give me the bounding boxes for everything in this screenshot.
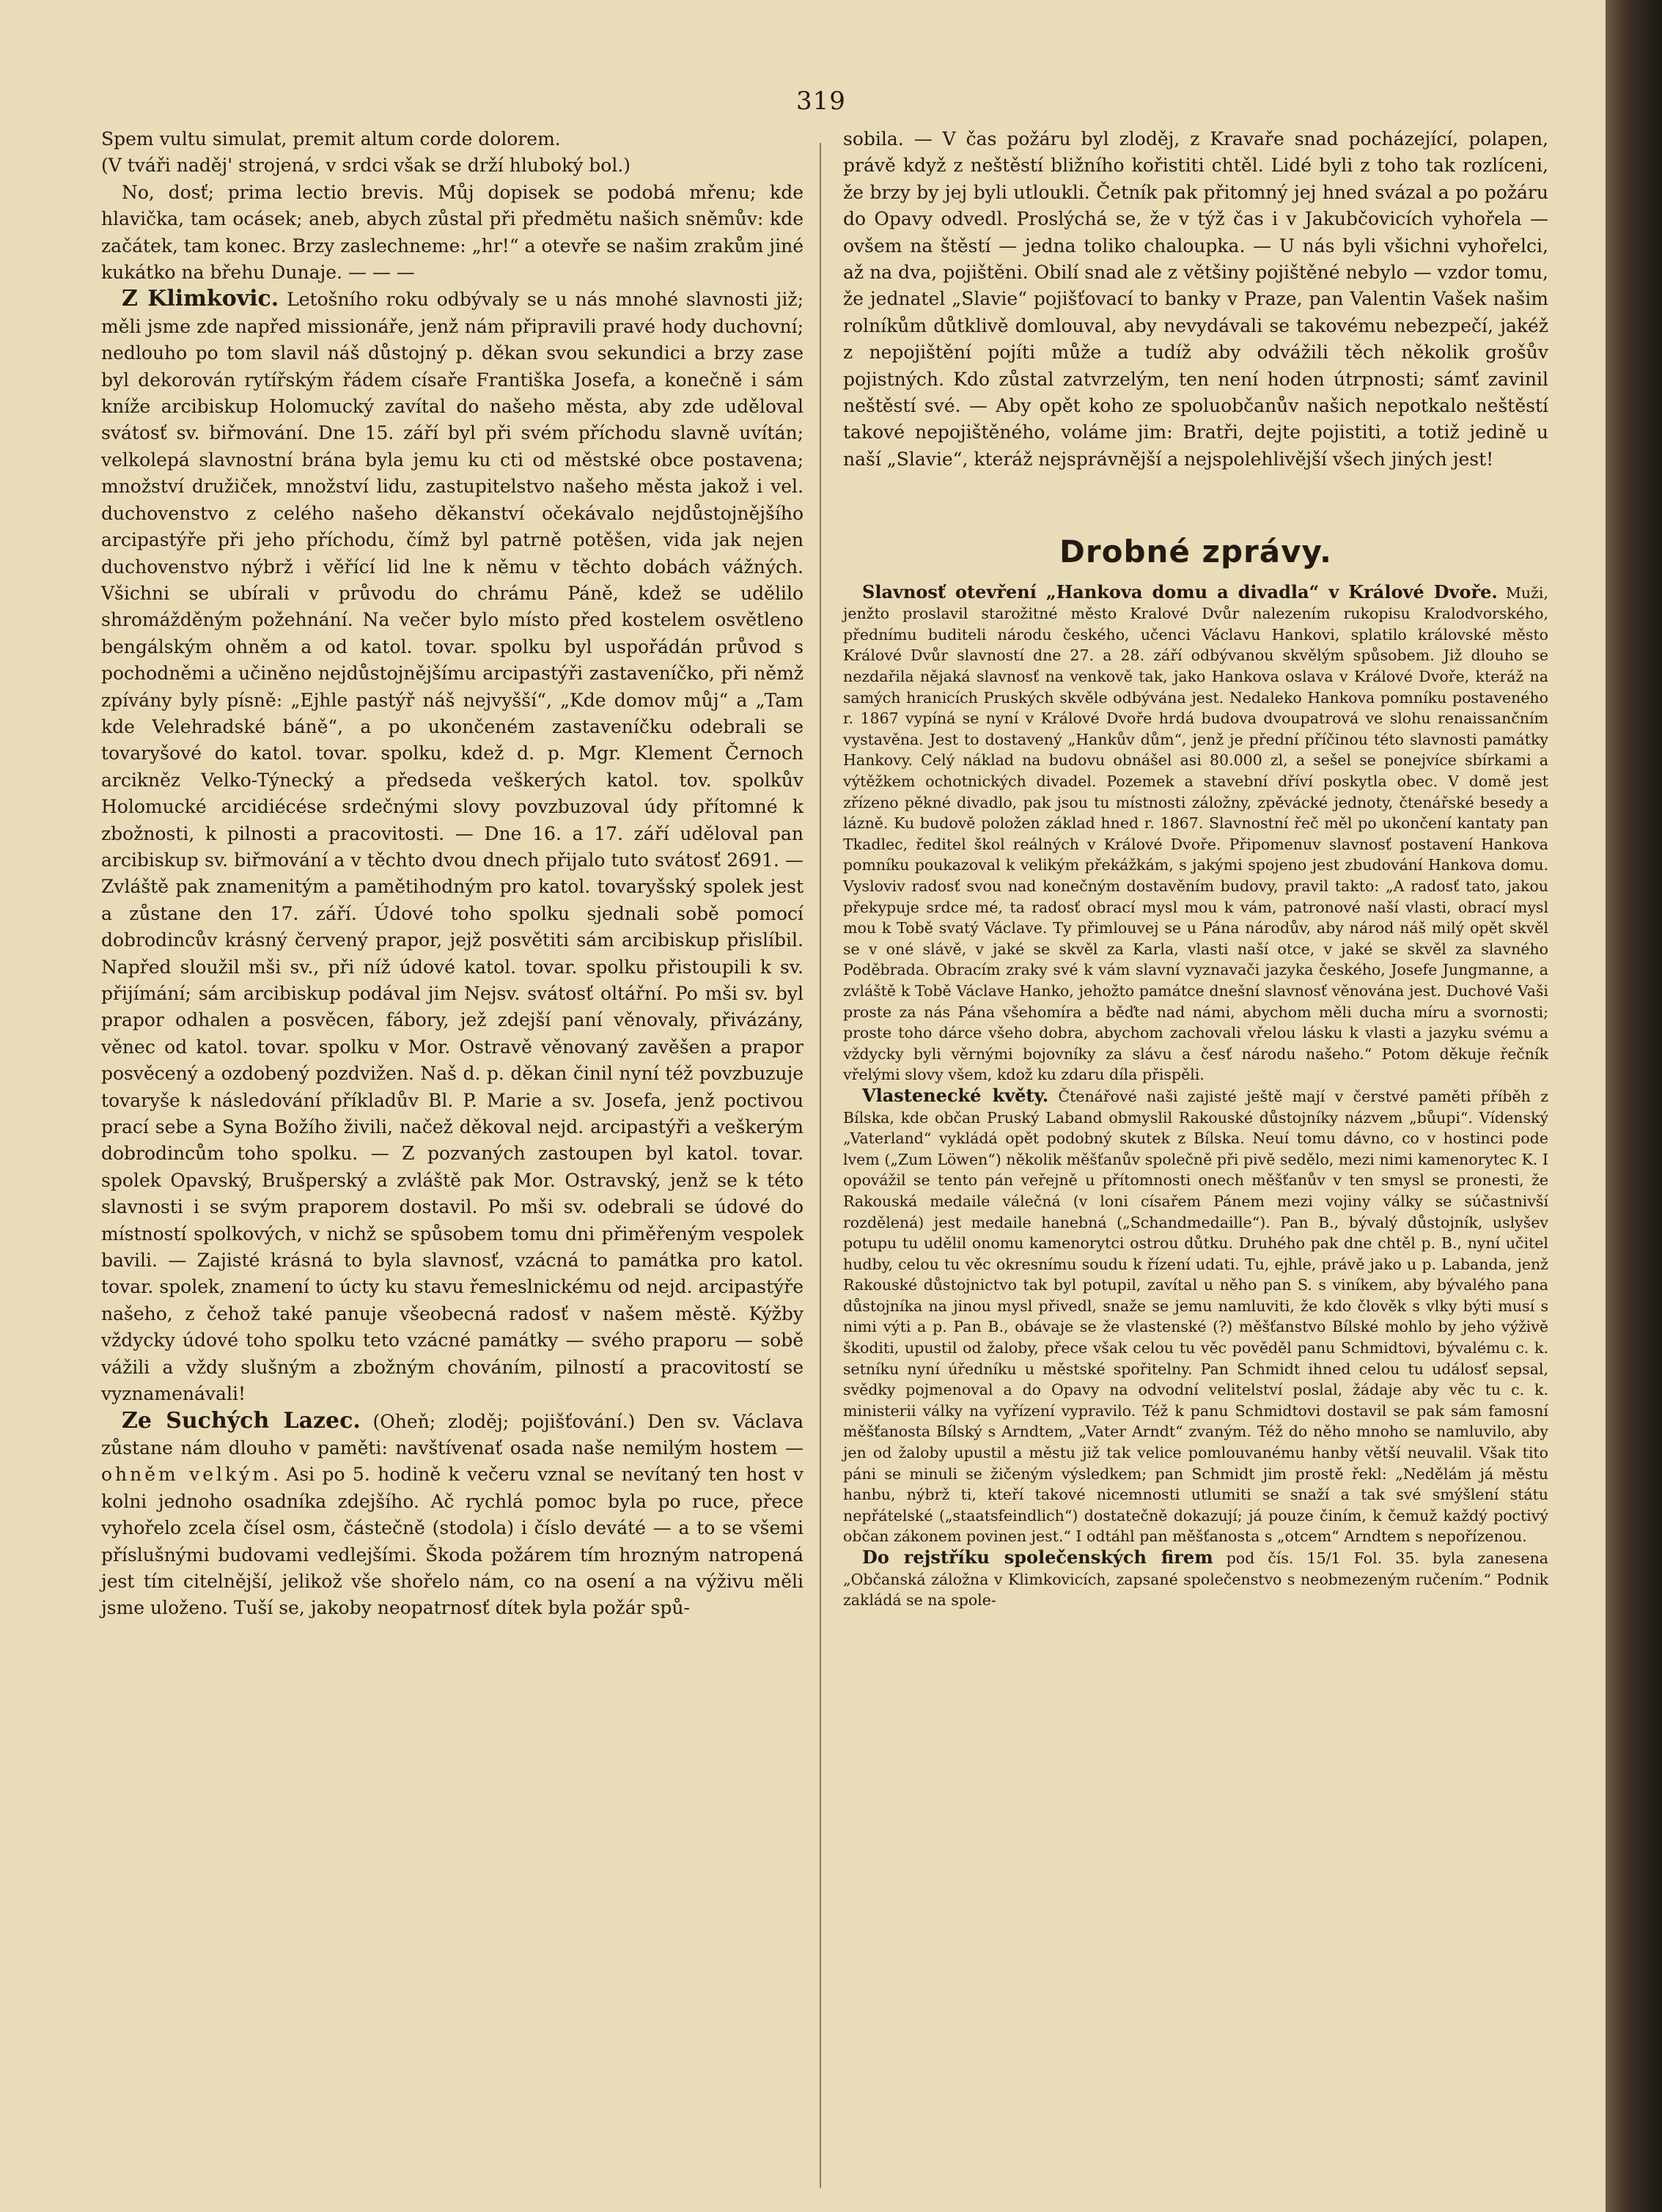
latin-quote: Spem vultu simulat, premit altum corde dolorem. [101, 128, 561, 150]
news-item-company-register [843, 1547, 1548, 1611]
news-body-company-register: pod čís. 15/1 Fol. 35. byla zanesena „Občanská záložna v Klimkovicích, zapsané společenstvo s neobmezeným ručením.“ Podnik zakládá se na spole- [843, 1549, 1548, 1610]
suche-lazce-body-1: (Oheň; zloděj; pojišťování.) Den sv. Václava zůstane nám dlouho v paměti: navštívenať osada naše nemilým hostem — [101, 1410, 804, 1459]
news-body-hanka-house: Muži, jenžto proslavil starožitné město Kralové Dvůr nalezením rukopisu Kralodvorského, přednímu buditeli národu českého, učenci Václavu Hankovi, splatilo královské město Králové Dvůr slavností dne 27. a 28. září odbývanou skvělým spůsobem. Již dlouho se nezdařila nějaká slavnosť na venkově tak, jako Hankova oslava v Králové Dvoře, kteráž na samých hranicích Pruských skvěle odbývána jest. Nedaleko Hankova pomníku postaveného r. 1867 vypíná se nyní v Králové Dvoře hrdá budova dvoupatrová ve slohu renaissančním vystavěna. Jest to dostavený „Hankův dům“, jenž je přední příčinou této slavnosti památky Hankovy. Celý náklad na budovu obnášel asi 80.000 zl, a sešel se ponejvíce sbírkami a výtěžkem ochotnických divadel. Pozemek a stavební dříví poskytla obec. V domě jest zřízeno pěkné divadlo, pak jsou tu místnosti záložny, zpěvácké jednoty, čtenářské besedy a lázně. Ku budově položen základ hned r. 1867. Slavnostní řeč měl po ukončení kantaty pan Tkadlec, ředitel škol reálných v Králové Dvoře. Připomenuv slavnosť postavení Hankova pomníku poukazoval k velikým překážkám, s jakými spojeno jest zbudování Hankova domu. Vysloviv radosť svou nad konečným dostavěním budovy, pravil takto: „A radosť tato, jakou překypuje srdce mé, ta radosť obrací mysl mou k vám, patronové naší vlasti, obrací mysl mou k Tobě svatý Václave. Ty přimlouvej se u Pána národův, aby národ náš milý opět skvěl se v oné slávě, v jaké se skvěl za Karla, vlasti naší otce, v jaké se skvěl za slavného Poděbrada. Obracím zraky své k vám slavní vyznavači jazyka českého, Josefe Jungmanne, a zvláště k Tobě Václave Hanko, jehožto památce dnešní slavnosť věnována jest. Duchové Vaši proste za nás Pána všehomíra a běďte nad námi, abychom měli ducha míru a svornosti; proste toho dárce všeho dobra, abychom zachovali vřelou lásku k vlasti a jazyku svému a vždycky byli věrnými bojovníky za slávu a česť národu našeho.“ Potom děkuje řečník vřelými slovy všem, kdož ku zdaru díla přispěli. [843, 583, 1548, 1084]
news-headline-company-register: Do rejstříku společenských firem [862, 1546, 1213, 1568]
suche-lazce-spaced-phrase: ohněm velkým [101, 1464, 273, 1486]
column-divider [820, 143, 821, 2188]
news-body-patriotic-flowers: Čtenářové naši zajisté ještě mají v čerstvé paměti příběh z Bílska, kde občan Pruský Laband obmyslil Rakouské důstojníky názvem „bůupi“. Vídenský „Vaterland“ vykládá opět podobný skutek z Bílska. Neuí tomu dávno, co v hostinci pode lvem („Zum Löwen“) několik měšťanův společně při pivě sedělo, mezi nimi kamenorytec K. I opovážil se tento pán veřejně u přítomnosti onech měšťanův v ten smysl se pronesti, že Rakouská medaile válečná (v loni císařem Pánem mezi vojiny války se súčastnivší rozdělená) jest medaile hanebná („Schandmedaille“). Pan B., bývalý důstojník, uslyšev potupu tu udělil onomu kamenorytci ostrou důtku. Druhého pak dne chtěl p. B., nyní učitel hudby, celou tu věc okresnímu soudu k řízení udati. Tu, ejhle, právě jako u p. Labanda, jenž Rakouské důstojnictvo tak byl potupil, zavítal u něho pan S. s viníkem, aby bývalého pana důstojníka na jinou mysl přivedl, snaže se jemu namluviti, že kdo člověk s vlky býti musí s nimi výti a p. Pan B., obávaje se že vlastenské (?) měšťanstvo Bílské mohlo by jeho výživě škoditi, upustil od žaloby, přece však celou tu věc pověděl panu Schmidtovi, bývalému c. k. setníku nyní úředníku u městské spořitelny. Pan Schmidt ihned celou tu událosť sepsal, svědky pojmenoval a do Opavy na odvodní velitelství poslal, žádaje aby věc tu c. k. ministerii války na vyřízení vypravilo. Též k panu Schmidtovi dostavil se pak sám famosní měšťanosta Bílský s Arndtem, „Vater Arndt“ zvaným. Též do něho mnoho se namluvilo, aby jen od žaloby upustil a městu již tak velice pomlouvanému hanby větší neuvalil. Však tito páni se minuli se žičeným výsledkem; pan Schmidt jim prostě řekl: „Nedělám já městu hanbu, nýbrž ti, kteří takové nicemnosti utlumiti se snaží a tak své smýšlení státu nepřátelské („staatsfeindlich“) dostatečně dokazují; já pouze činím, k čemuž každý poctivý občan zákonem povinen jest.“ I odtáhl pan měšťanosta s „otcem“ Arndtem s nepořízenou. [843, 1087, 1548, 1546]
news-item-patriotic-flowers [843, 1085, 1548, 1547]
section-title-short-news: Drobné zprávy. [1059, 534, 1332, 570]
suche-lazce-body-2: . Asi po 5. hodině k večeru vznal se nevítaný ten host v kolni jednoho osadníka zdejšího. Ač rychlá pomoc byla po ruce, přece vyhořelo zcela čísel osm, částečně (stodola) i číslo deváté — a to se všemi příslušnými budovami vedlejšími. Škoda požárem tím hrozným natropená jest tím citelnější, jelikož vše shořelo nám, co na osení a na výživu měli jsme uloženo. Tuší se, jakoby neopatrnosť dítek byla požár spů- [101, 1464, 804, 1619]
klimkovice-report [101, 286, 804, 1407]
klimkovice-headline: Z Klimkovic. [122, 286, 279, 312]
suche-lazce-headline: Ze Suchých Lazec. [122, 1407, 361, 1434]
news-headline-patriotic-flowers: Vlastenecké květy. [862, 1084, 1049, 1106]
right-column [843, 126, 1548, 1611]
news-headline-hanka-house: Slavnosť otevření „Hankova domu a divadla“ v Králové Dvoře. [862, 580, 1498, 602]
czech-translation: (V tváři naděj' strojená, v srdci však se drží hluboký bol.) [101, 155, 631, 177]
left-column [101, 126, 804, 1622]
book-spine-edge [1606, 0, 1662, 2212]
page-number: 319 [796, 86, 846, 116]
klimkovice-body: Letošního roku odbývaly se u nás mnohé slavnosti již; měli jsme zde napřed missionáře, jenž nám připravili pravé hody duchovní; nedlouho po tom slavil náš důstojný p. děkan svou sekundici a brzy zase byl dekorován rytířským řádem císaře Františka Josefa, a konečně i sám kníže arcibiskup Holomucký zavítal do našeho města, aby zde uděloval svátosť sv. biřmování. Dne 15. září byl při svém příchodu slavně uvítán; velkolepá slavnostní brána byla jemu ku cti od městské obce postavena; množství družiček, množství lidu, zastupitelstvo našeho města jakož i vel. duchovenstvo z celého našeho děkanství očekávalo nejdůstojnějšího arcipastýře při jeho příchodu, čímž byl patrně potěšen, vida jak nejen duchovenstvo nýbrž i věřící lid lne k němu v těchto dobách vážných. Všichni se ubírali v průvodu do chrámu Páně, kdež se udělilo shromážděným požehnání. Na večer bylo místo před kostelem osvětleno bengálským ohněm a od katol. tovar. spolku byl uspořádán průvod s pochodněmi a učiněno nejdůstojnějšímu arcipastýři zastaveníčko, při němž zpívány byly písně: „Ejhle pastýř náš nejvyšší“, „Kde domov můj“ a „Tam kde Velehradské báně“, a po ukončeném zastaveníčku odebrali se tovaryšové do katol. tovar. spolku, kdež d. p. Mgr. Klement Černoch arcikněz Velko-Týnecký a předseda veškerých katol. tov. spolkův Holomucké arcidiécése srdečnými slovy povzbuzoval údy přítomné k zbožnosti, k pilnosti a pracovitosti. — Dne 16. a 17. září uděloval pan arcibiskup sv. biřmování a v těchto dvou dnech přijalo tuto svátosť 2691. — Zvláště pak znamenitým a pamětihodným pro katol. tovaryšský spolek jest a zůstane den 17. září. Údové toho spolku sjednali sobě pomocí dobrodincův krásný červený prapor, jejž posvětiti sám arcibiskup přislíbil. Napřed sloužil mši sv., při níž údové katol. tovar. spolku přistoupili k sv. přijímání; sám arcibiskup podával jim Nejsv. svátosť oltářní. Po mši sv. byl prapor odhalen a posvěcen, fábory, jež zdejší paní věnovaly, přivázány, věnec od katol. tovar. spolku v Mor. Ostravě věnovaný zavěšen a prapor posvěcený a ozdobený pozdvižen. Naš d. p. děkan činil nyní též povzbuzuje tovaryše k následování příkladův Bl. P. Marie a sv. Josefa, jenž poctivou prací sebe a Syna Božího živili, načež děkoval nejd. arcipastýři a veškerým dobrodincům toho spolku. — Z pozvaných zastoupen byl katol. tovar. spolek Opavský, Brušperský a zvláště pak Mor. Ostravský, jenž se k této slavnosti i se svým praporem dostavil. Po mši sv. odebrali se údové do místností spolkových, v nichž se spůsobem tomu dni přiměřeným vespolek bavili. — Zajisté krásná to byla slavnosť, vzácná to památka pro katol. tovar. spolek, znamení to úcty ku stavu řemeslnickému od nejd. arcipastýře našeho, z čehož také panuje všeobecná radosť v našem městě. Kýžby vždycky údové toho spolku teto vzácné památky — svého praporu — sobě vážili a vždy slušným a zbožným chováním, pilností a pracovitostí se vyznamenávali! [101, 289, 804, 1405]
fire-report-continuation: sobila. — V čas požáru byl zloděj, z Kravaře snad pocházející, polapen, právě když z neštěstí bližního kořistiti chtěl. Lidé byli z toho tak rozlíceni, že brzy by jej byli utloukli. Četník pak přitomný jej hned svázal a po požáru do Opavy odvedl. Proslýchá se, že v týž čas i v Jakubčovicích vyhořela — ovšem na štěstí — jedna toliko chaloupka. — U nás byli všichni vyhořelci, až na dva, pojištěni. Obilí snad ale z většiny pojištěné nebylo — vzdor tomu, že jednatel „Slavie“ pojišťovací to banky v Praze, pan Valentin Vašek našim rolníkům důtklivě domlouval, aby nevydávali se takovému nebezpečí, jakéž z nepojištění pojíti může a tudíž aby odvážili těch několik grošův pojistných. Kdo zůstal zatvrzelým, ten není hoden útrpnosti; sámť zavinil neštěstí své. — Aby opět koho ze spoluobčanův našich nepotkalo neštěstí takové nepojištěného, voláme jim: Bratři, dejte pojistiti, a totiž jedině u naší „Slavie“, kteráž nejsprávnější a nejspolehlivější všech jiných jest! [843, 128, 1548, 470]
suche-lazce-report [101, 1408, 804, 1622]
letter-closing-paragraph: No, dosť; prima lectio brevis. Můj dopisek se podobá mřenu; kde hlavička, tam ocásek; aneb, abych zůstal při předmětu našich sněmův: kde začátek, tam konec. Brzy zaslechneme: „hr!“ a otevře se našim zrakům jiné kukátko na břehu Dunaje. — — — [101, 181, 804, 284]
news-item-hanka-house [843, 582, 1548, 1085]
short-news-list [843, 582, 1548, 1611]
